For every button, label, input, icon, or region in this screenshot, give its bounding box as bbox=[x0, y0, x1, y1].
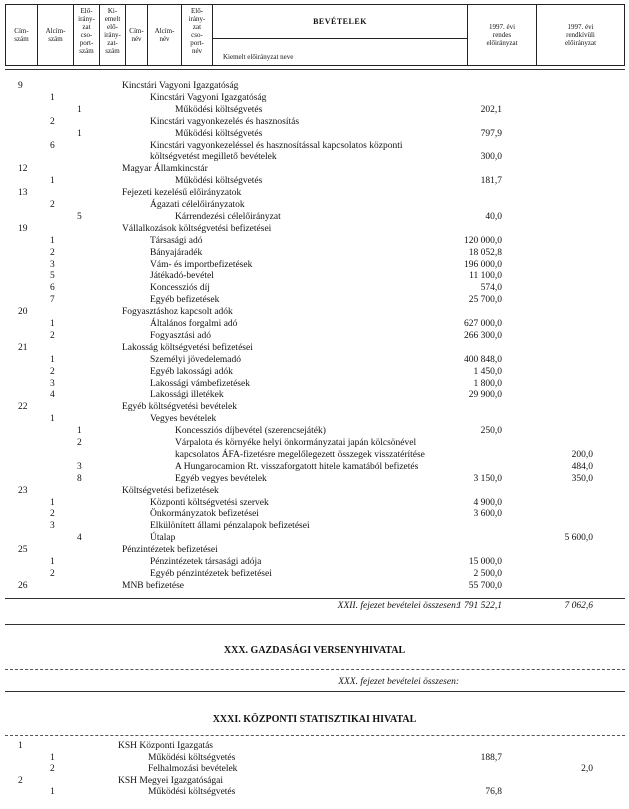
alcimszam-cell: 1 bbox=[50, 497, 55, 508]
table-row bbox=[0, 474, 629, 485]
table-row bbox=[0, 224, 629, 235]
alcimszam-cell: 3 bbox=[50, 378, 55, 389]
item-name: Kárrendezési célelőirányzat bbox=[175, 211, 281, 222]
rendes-value: 15 000,0 bbox=[468, 557, 502, 567]
cimszam-cell: 13 bbox=[18, 188, 28, 199]
table-row bbox=[0, 764, 629, 775]
header-cimnev: Cím- név bbox=[126, 5, 148, 65]
item-name: Fogyasztáshoz kapcsolt adók bbox=[122, 307, 233, 318]
item-name: Egyéb költségvetési bevételek bbox=[122, 402, 238, 413]
rendes-value: 25 700,0 bbox=[468, 295, 502, 306]
total-label-xxx: XXX. fejezet bevételei összesen: bbox=[338, 677, 459, 687]
item-name: Központi költségvetési szervek bbox=[150, 497, 269, 508]
header-alcimszam: Alcím- szám bbox=[38, 5, 74, 65]
rendes-value: 196 000,0 bbox=[464, 259, 502, 270]
total-row-xxx bbox=[0, 677, 629, 688]
item-name: Kincstári Vagyoni Igazgatóság bbox=[150, 92, 267, 103]
alcimszam-cell: 3 bbox=[50, 259, 55, 270]
item-name: Koncessziós díj bbox=[150, 283, 210, 294]
alcimszam-cell: 7 bbox=[50, 295, 55, 306]
item-name: Általános forgalmi adó bbox=[150, 319, 238, 329]
rendes-value: 181,7 bbox=[480, 176, 502, 187]
table-row bbox=[0, 343, 629, 354]
header-kiemelt-eloiranyzat-szam: Ki- emelt elő- irány- zat- szám bbox=[100, 5, 126, 65]
item-name: Játékadó-bevétel bbox=[150, 271, 214, 282]
alcimszam-cell: 6 bbox=[50, 283, 55, 294]
table-row bbox=[0, 283, 629, 294]
item-name: Kincstári Vagyoni Igazgatóság bbox=[122, 81, 239, 91]
eloiranyzat-cell: 2 bbox=[77, 438, 82, 448]
item-name: Költségvetési befizetések bbox=[122, 485, 219, 496]
table-row bbox=[0, 81, 629, 92]
item-name: Egyéb lakossági adók bbox=[150, 366, 233, 377]
rendkivuli-value: 350,0 bbox=[571, 473, 593, 484]
total-row-xxii bbox=[0, 601, 629, 612]
table-row bbox=[0, 188, 629, 199]
rendes-value: 3 600,0 bbox=[473, 509, 502, 520]
item-name: Működési költségvetés bbox=[148, 787, 236, 797]
cimszam-cell: 25 bbox=[18, 545, 28, 556]
rendkivuli-value: 2,0 bbox=[581, 764, 593, 774]
rendes-value: 55 700,0 bbox=[468, 580, 502, 591]
alcimszam-cell: 2 bbox=[50, 568, 55, 579]
cimszam-cell: 22 bbox=[18, 402, 28, 413]
rendkivuli-value: 5 600,0 bbox=[564, 533, 593, 544]
item-name: Működési költségvetés bbox=[175, 176, 263, 187]
cimszam-cell: 9 bbox=[18, 81, 23, 91]
alcimszam-cell: 2 bbox=[50, 330, 55, 341]
table-row bbox=[0, 402, 629, 413]
rendes-value: 400 848,0 bbox=[464, 354, 502, 365]
table-row bbox=[0, 379, 629, 390]
item-name: Fejezeti kezelésű előirányzatok bbox=[122, 188, 242, 199]
table-header bbox=[5, 4, 625, 66]
rendes-value: 1 800,0 bbox=[473, 378, 502, 389]
alcimszam-cell: 1 bbox=[50, 92, 55, 103]
item-name: Kincstári vagyonkezelés és hasznosítás bbox=[150, 116, 300, 127]
alcimszam-cell: 1 bbox=[50, 752, 55, 763]
rendes-value: 40,0 bbox=[485, 211, 502, 222]
alcimszam-cell: 2 bbox=[50, 366, 55, 377]
alcimszam-cell: 5 bbox=[50, 271, 55, 282]
table-row bbox=[0, 200, 629, 211]
total-rendkivuli-value: 7 062,6 bbox=[564, 601, 593, 611]
alcimszam-cell: 1 bbox=[50, 557, 55, 567]
table-row bbox=[0, 753, 629, 764]
item-name: KSH Megyei Igazgatóságai bbox=[118, 775, 223, 786]
item-name: Egyéb befizetések bbox=[150, 295, 220, 306]
item-name: Működési költségvetés bbox=[175, 128, 263, 139]
section-divider bbox=[5, 669, 625, 670]
alcimszam-cell: 1 bbox=[50, 176, 55, 187]
cimszam-cell: 26 bbox=[18, 580, 28, 591]
item-name: Önkormányzatok befizetései bbox=[150, 509, 259, 520]
table-row bbox=[0, 129, 629, 140]
item-name: Pénzintézetek társasági adója bbox=[150, 557, 262, 567]
rendes-value: 188,7 bbox=[480, 752, 502, 763]
table-row bbox=[0, 307, 629, 318]
rendes-value: 76,8 bbox=[485, 787, 502, 797]
table-row bbox=[0, 164, 629, 175]
rendes-value: 627 000,0 bbox=[464, 319, 502, 329]
table-row bbox=[0, 367, 629, 378]
alcimszam-cell: 6 bbox=[50, 140, 55, 151]
alcimszam-cell: 1 bbox=[50, 787, 55, 797]
rendkivuli-value: 484,0 bbox=[571, 461, 593, 472]
rendes-value: 120 000,0 bbox=[464, 235, 502, 246]
table-row bbox=[0, 260, 629, 271]
header-alcimnev: Alcím- név bbox=[148, 5, 182, 65]
item-name: Bányajáradék bbox=[150, 247, 203, 258]
table-row bbox=[0, 331, 629, 342]
table-row bbox=[0, 533, 629, 544]
table-row bbox=[0, 319, 629, 330]
item-name: Elkülönített állami pénzalapok befizetései bbox=[150, 521, 310, 532]
table-row bbox=[0, 141, 629, 152]
alcimszam-cell: 4 bbox=[50, 390, 55, 401]
section-divider-xxxi bbox=[5, 735, 625, 736]
table-row bbox=[0, 176, 629, 187]
table-row bbox=[0, 569, 629, 580]
item-name: Koncessziós díjbevétel (szerencsejáték) bbox=[175, 426, 326, 437]
table-row bbox=[0, 152, 629, 163]
header-kiemelt-eloiranyzat-neve: Kiemelt előirányzat neve bbox=[223, 53, 294, 61]
item-name: Egyéb vegyes bevételek bbox=[175, 473, 267, 484]
alcimszam-cell: 2 bbox=[50, 200, 55, 210]
table-row bbox=[0, 271, 629, 282]
item-name: Egyéb pénzintézetek befizetései bbox=[150, 568, 272, 579]
cimszam-cell: 23 bbox=[18, 485, 28, 496]
table-row bbox=[0, 426, 629, 437]
rendes-value: 18 052,8 bbox=[468, 247, 502, 258]
cimszam-cell: 12 bbox=[18, 164, 28, 175]
rendes-value: 574,0 bbox=[480, 283, 502, 294]
alcimszam-cell: 1 bbox=[50, 235, 55, 246]
table-row bbox=[0, 117, 629, 128]
item-name: Társasági adó bbox=[150, 235, 203, 246]
header-eloiranyzat-csoportszam: Elő- irány- zat cso- port- szám bbox=[74, 5, 100, 65]
header-rendkivuli-eloiranyzat: 1997. évi rendkívüli előirányzat bbox=[564, 23, 597, 47]
rendes-value: 1 450,0 bbox=[473, 366, 502, 377]
rendes-value: 11 100,0 bbox=[469, 271, 502, 282]
total-separator bbox=[5, 598, 625, 599]
item-name: kapcsolatos ÁFA-fizetésre megelőlegezett összegek visszatérítése bbox=[175, 449, 425, 460]
rendes-value: 4 900,0 bbox=[473, 497, 502, 508]
table-row bbox=[0, 521, 629, 532]
item-name: Lakossági vámbefizetések bbox=[150, 378, 250, 389]
table-row bbox=[0, 248, 629, 259]
alcimszam-cell: 1 bbox=[50, 319, 55, 329]
item-name: Működési költségvetés bbox=[175, 104, 263, 115]
alcimszam-cell: 3 bbox=[50, 521, 55, 532]
rendes-value: 3 150,0 bbox=[473, 473, 502, 484]
header-bevetelek: BEVÉTELEK bbox=[213, 5, 467, 39]
table-row bbox=[0, 776, 629, 787]
item-name: költségvetést megillető bevételek bbox=[150, 152, 277, 163]
section-title-xxxi: XXXI. KÖZPONTI STATISZTIKAI HIVATAL bbox=[212, 714, 417, 725]
alcimszam-cell: 1 bbox=[50, 354, 55, 365]
rendes-value: 250,0 bbox=[480, 426, 502, 437]
table-row bbox=[0, 438, 629, 449]
item-name: Útalap bbox=[150, 533, 176, 544]
eloiranyzat-cell: 8 bbox=[77, 473, 82, 484]
alcimszam-cell: 2 bbox=[50, 764, 55, 774]
eloiranyzat-cell: 1 bbox=[77, 128, 82, 139]
table-row bbox=[0, 545, 629, 556]
item-name: Vegyes bevételek bbox=[150, 414, 217, 425]
table-row bbox=[0, 462, 629, 473]
cimszam-cell: 2 bbox=[18, 775, 23, 786]
section-separator-xxx bbox=[5, 691, 625, 692]
table-row bbox=[0, 295, 629, 306]
alcimszam-cell: 2 bbox=[50, 116, 55, 127]
eloiranyzat-cell: 3 bbox=[77, 461, 82, 472]
item-name: Ágazati célelőirányzatok bbox=[150, 200, 245, 210]
table-row bbox=[0, 741, 629, 752]
table-row bbox=[0, 236, 629, 247]
item-name: KSH Központi Igazgatás bbox=[118, 741, 213, 751]
item-name: Felhalmozási bevételek bbox=[148, 764, 238, 774]
table-row bbox=[0, 105, 629, 116]
table-row bbox=[0, 498, 629, 509]
item-name: Személyi jövedelemadó bbox=[150, 354, 242, 365]
eloiranyzat-cell: 1 bbox=[77, 104, 82, 115]
item-name: Lakosság költségvetési befizetései bbox=[122, 342, 253, 353]
alcimszam-cell: 2 bbox=[50, 509, 55, 520]
header-separator bbox=[5, 69, 625, 70]
item-name: Várpalota és környéke helyi önkormányzatai japán kölcsönével bbox=[175, 438, 417, 448]
total-rendes-value: 1 791 522,1 bbox=[456, 601, 502, 611]
item-name: Pénzintézetek befizetései bbox=[122, 545, 218, 556]
table-row bbox=[0, 581, 629, 592]
eloiranyzat-cell: 5 bbox=[77, 211, 82, 222]
item-name: Kincstári vagyonkezeléssel és hasznosítással kapcsolatos központi bbox=[150, 140, 403, 151]
eloiranyzat-cell: 4 bbox=[77, 533, 82, 544]
alcimszam-cell: 1 bbox=[50, 414, 55, 425]
cimszam-cell: 19 bbox=[18, 223, 28, 234]
rendes-value: 300,0 bbox=[480, 152, 502, 163]
table-row bbox=[0, 509, 629, 520]
section-separator bbox=[5, 624, 625, 625]
header-eloiranyzat-csoportnev: Elő- irány- zat cso- port- név bbox=[182, 5, 213, 65]
rendes-value: 797,9 bbox=[480, 128, 502, 139]
total-label: XXII. fejezet bevételei összesen: bbox=[337, 601, 459, 611]
rendes-value: 266 300,0 bbox=[464, 330, 502, 341]
cimszam-cell: 21 bbox=[18, 342, 28, 353]
eloiranyzat-cell: 1 bbox=[77, 426, 82, 437]
table-row bbox=[0, 450, 629, 461]
table-row bbox=[0, 390, 629, 401]
item-name: MNB befizetése bbox=[122, 580, 184, 591]
rendes-value: 2 500,0 bbox=[473, 568, 502, 579]
item-name: Magyar Államkincstár bbox=[122, 164, 208, 175]
table-row bbox=[0, 787, 629, 798]
item-name: Fogyasztási adó bbox=[150, 330, 211, 341]
item-name: Működési költségvetés bbox=[148, 752, 236, 763]
table-row bbox=[0, 355, 629, 366]
item-name: Lakossági illetékek bbox=[150, 390, 224, 401]
rendes-value: 202,1 bbox=[480, 104, 502, 115]
rendes-value: 29 900,0 bbox=[468, 390, 502, 401]
table-row bbox=[0, 557, 629, 568]
section-title-xxx: XXX. GAZDASÁGI VERSENYHIVATAL bbox=[223, 645, 406, 656]
item-name: Vám- és importbefizetések bbox=[150, 259, 253, 270]
header-cimszam: Cím- szám bbox=[6, 5, 38, 65]
header-rendes-eloiranyzat: 1997. évi rendes előirányzat bbox=[467, 5, 537, 65]
item-name: A Hungarocamion Rt. visszaforgatott hitele kamatából befizetés bbox=[175, 461, 419, 472]
alcimszam-cell: 2 bbox=[50, 247, 55, 258]
cimszam-cell: 1 bbox=[18, 741, 23, 751]
rendkivuli-value: 200,0 bbox=[571, 449, 593, 460]
item-name: Vállalkozások költségvetési befizetései bbox=[122, 223, 272, 234]
cimszam-cell: 20 bbox=[18, 307, 28, 318]
table-row bbox=[0, 486, 629, 497]
table-row bbox=[0, 93, 629, 104]
table-row bbox=[0, 414, 629, 425]
table-row bbox=[0, 212, 629, 223]
